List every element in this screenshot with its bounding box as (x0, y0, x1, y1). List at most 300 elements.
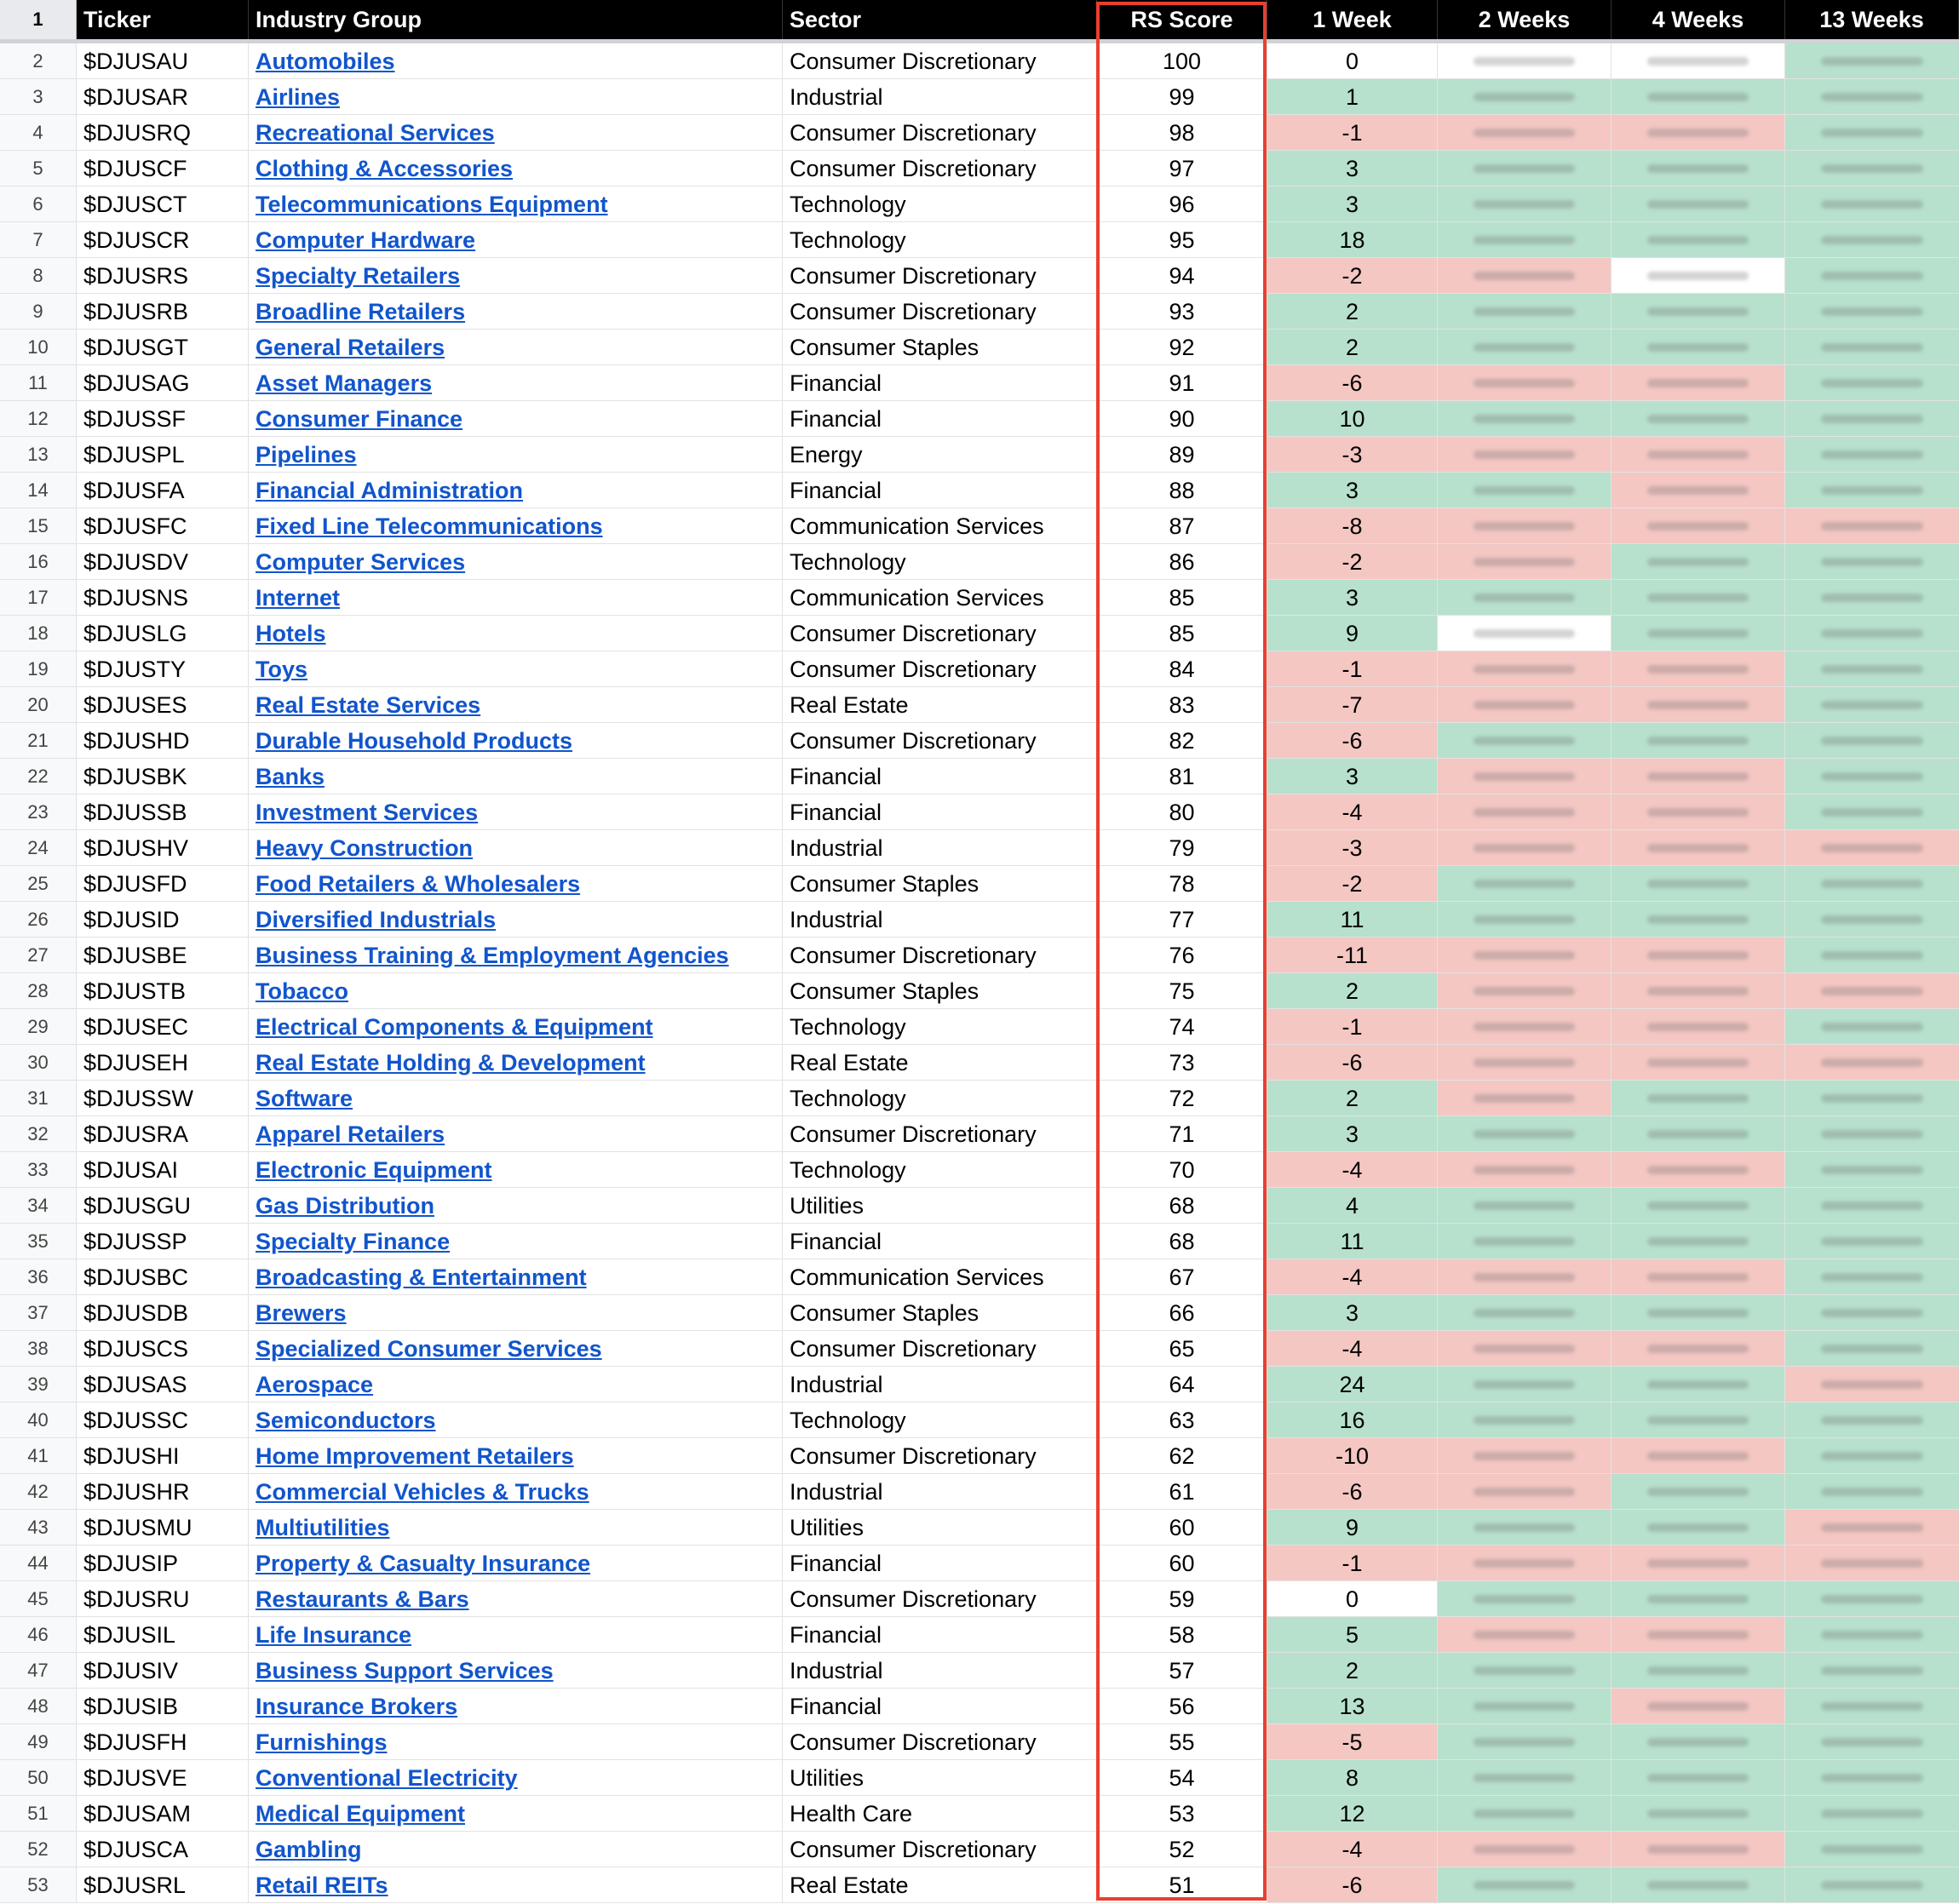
industry-group-cell[interactable] (249, 151, 783, 186)
ticker-cell[interactable]: $DJUSHI (77, 1438, 249, 1474)
row-number[interactable]: 46 (0, 1617, 77, 1653)
rs-score-cell[interactable]: 80 (1097, 794, 1267, 830)
ticker-cell[interactable]: $DJUSEH (77, 1045, 249, 1081)
industry-group-cell[interactable] (249, 794, 783, 830)
week1-change-cell[interactable]: 2 (1267, 1653, 1438, 1689)
ticker-cell[interactable]: $DJUSHR (77, 1474, 249, 1510)
sector-cell[interactable]: Consumer Discretionary (783, 1116, 1097, 1152)
week13-change-cell[interactable] (1785, 1653, 1959, 1689)
week4-change-cell[interactable] (1611, 1259, 1785, 1295)
rs-score-cell[interactable]: 53 (1097, 1796, 1267, 1832)
week2-change-cell[interactable] (1438, 759, 1611, 794)
ticker-cell[interactable]: $DJUSIB (77, 1689, 249, 1724)
ticker-cell[interactable]: $DJUSIL (77, 1617, 249, 1653)
week4-change-cell[interactable] (1611, 902, 1785, 938)
week2-change-cell[interactable] (1438, 1367, 1611, 1402)
row-number[interactable]: 40 (0, 1402, 77, 1438)
week4-change-cell[interactable] (1611, 330, 1785, 365)
sector-cell[interactable]: Financial (783, 365, 1097, 401)
rs-score-cell[interactable]: 79 (1097, 830, 1267, 866)
ticker-cell[interactable]: $DJUSGT (77, 330, 249, 365)
industry-group-link[interactable]: Pipelines (256, 442, 357, 467)
week4-change-cell[interactable] (1611, 258, 1785, 294)
ticker-cell[interactable]: $DJUSIP (77, 1546, 249, 1581)
week4-change-cell[interactable] (1611, 616, 1785, 651)
week4-change-cell[interactable] (1611, 1653, 1785, 1689)
rs-score-cell[interactable]: 60 (1097, 1546, 1267, 1581)
week4-change-cell[interactable] (1611, 1224, 1785, 1259)
ticker-cell[interactable]: $DJUSTY (77, 651, 249, 687)
week1-change-cell[interactable]: 3 (1267, 580, 1438, 616)
row-number[interactable]: 5 (0, 151, 77, 186)
ticker-cell[interactable]: $DJUSRQ (77, 115, 249, 151)
rs-score-cell[interactable]: 72 (1097, 1081, 1267, 1116)
week2-change-cell[interactable] (1438, 294, 1611, 330)
week13-change-cell[interactable] (1785, 1832, 1959, 1867)
week2-change-cell[interactable] (1438, 938, 1611, 973)
industry-group-link[interactable]: Software (256, 1086, 353, 1111)
industry-group-cell[interactable] (249, 1581, 783, 1617)
week13-change-cell[interactable] (1785, 1724, 1959, 1760)
ticker-cell[interactable]: $DJUSHD (77, 723, 249, 759)
week2-change-cell[interactable] (1438, 866, 1611, 902)
sector-cell[interactable]: Consumer Staples (783, 1295, 1097, 1331)
week1-change-cell[interactable]: -4 (1267, 794, 1438, 830)
week2-change-cell[interactable] (1438, 830, 1611, 866)
rs-score-cell[interactable]: 58 (1097, 1617, 1267, 1653)
industry-group-link[interactable]: Tobacco (256, 978, 349, 1004)
week13-change-cell[interactable] (1785, 1009, 1959, 1045)
industry-group-cell[interactable] (249, 1295, 783, 1331)
week2-change-cell[interactable] (1438, 1689, 1611, 1724)
industry-group-header[interactable]: Industry Group (249, 0, 783, 39)
rs-score-cell[interactable]: 85 (1097, 580, 1267, 616)
row-number[interactable]: 16 (0, 544, 77, 580)
week13-change-cell[interactable] (1785, 1510, 1959, 1546)
row-number[interactable]: 7 (0, 222, 77, 258)
industry-group-link[interactable]: Durable Household Products (256, 728, 573, 754)
week1-change-cell[interactable]: 2 (1267, 1081, 1438, 1116)
week4-change-cell[interactable] (1611, 544, 1785, 580)
week4-change-cell[interactable] (1611, 1474, 1785, 1510)
week13-change-cell[interactable] (1785, 1259, 1959, 1295)
ticker-cell[interactable]: $DJUSRS (77, 258, 249, 294)
ticker-cell[interactable]: $DJUSMU (77, 1510, 249, 1546)
sector-cell[interactable]: Consumer Staples (783, 973, 1097, 1009)
week2-change-cell[interactable] (1438, 330, 1611, 365)
week4-change-cell[interactable] (1611, 1724, 1785, 1760)
week13-change-cell[interactable] (1785, 222, 1959, 258)
week2-header[interactable]: 2 Weeks (1438, 0, 1611, 39)
week2-change-cell[interactable] (1438, 365, 1611, 401)
ticker-cell[interactable]: $DJUSRU (77, 1581, 249, 1617)
industry-group-link[interactable]: Computer Services (256, 549, 466, 575)
sector-cell[interactable]: Financial (783, 1689, 1097, 1724)
week2-change-cell[interactable] (1438, 1617, 1611, 1653)
industry-group-cell[interactable] (249, 437, 783, 473)
rs-score-cell[interactable]: 93 (1097, 294, 1267, 330)
row-number[interactable]: 39 (0, 1367, 77, 1402)
week13-change-cell[interactable] (1785, 151, 1959, 186)
rs-score-cell[interactable]: 52 (1097, 1832, 1267, 1867)
week4-header[interactable]: 4 Weeks (1611, 0, 1785, 39)
week13-change-cell[interactable] (1785, 1867, 1959, 1903)
industry-group-link[interactable]: Financial Administration (256, 478, 524, 503)
rs-score-cell[interactable]: 78 (1097, 866, 1267, 902)
sector-cell[interactable]: Consumer Discretionary (783, 651, 1097, 687)
week13-change-cell[interactable] (1785, 1224, 1959, 1259)
industry-group-cell[interactable] (249, 1438, 783, 1474)
row-number[interactable]: 52 (0, 1832, 77, 1867)
industry-group-cell[interactable] (249, 1188, 783, 1224)
ticker-cell[interactable]: $DJUSBC (77, 1259, 249, 1295)
industry-group-link[interactable]: General Retailers (256, 335, 445, 360)
ticker-cell[interactable]: $DJUSSW (77, 1081, 249, 1116)
row-number[interactable]: 8 (0, 258, 77, 294)
ticker-cell[interactable]: $DJUSLG (77, 616, 249, 651)
rs-score-cell[interactable]: 64 (1097, 1367, 1267, 1402)
week13-change-cell[interactable] (1785, 258, 1959, 294)
row-number[interactable]: 13 (0, 437, 77, 473)
sector-cell[interactable]: Communication Services (783, 508, 1097, 544)
week1-change-cell[interactable]: 10 (1267, 401, 1438, 437)
industry-group-link[interactable]: Telecommunications Equipment (256, 192, 608, 217)
week13-change-cell[interactable] (1785, 1081, 1959, 1116)
week2-change-cell[interactable] (1438, 1331, 1611, 1367)
industry-group-link[interactable]: Gambling (256, 1837, 362, 1862)
ticker-cell[interactable]: $DJUSRL (77, 1867, 249, 1903)
week4-change-cell[interactable] (1611, 1295, 1785, 1331)
week1-change-cell[interactable]: 0 (1267, 1581, 1438, 1617)
week4-change-cell[interactable] (1611, 115, 1785, 151)
row-number[interactable]: 42 (0, 1474, 77, 1510)
ticker-cell[interactable]: $DJUSAU (77, 43, 249, 79)
industry-group-link[interactable]: Heavy Construction (256, 835, 474, 861)
ticker-cell[interactable]: $DJUSDV (77, 544, 249, 580)
industry-group-cell[interactable] (249, 651, 783, 687)
week1-change-cell[interactable]: -8 (1267, 508, 1438, 544)
rs-score-cell[interactable]: 83 (1097, 687, 1267, 723)
week1-change-cell[interactable]: -7 (1267, 687, 1438, 723)
sector-cell[interactable]: Consumer Staples (783, 330, 1097, 365)
week2-change-cell[interactable] (1438, 794, 1611, 830)
rs-score-cell[interactable]: 73 (1097, 1045, 1267, 1081)
ticker-cell[interactable]: $DJUSCR (77, 222, 249, 258)
week1-header[interactable]: 1 Week (1267, 0, 1438, 39)
week4-change-cell[interactable] (1611, 1760, 1785, 1796)
industry-group-link[interactable]: Computer Hardware (256, 227, 476, 253)
industry-group-cell[interactable] (249, 1796, 783, 1832)
industry-group-link[interactable]: Banks (256, 764, 325, 789)
week13-change-cell[interactable] (1785, 508, 1959, 544)
week4-change-cell[interactable] (1611, 866, 1785, 902)
industry-group-cell[interactable] (249, 759, 783, 794)
row-number[interactable]: 49 (0, 1724, 77, 1760)
week1-change-cell[interactable]: 2 (1267, 330, 1438, 365)
row-number-header[interactable]: 1 (0, 0, 77, 39)
ticker-cell[interactable]: $DJUSSB (77, 794, 249, 830)
week13-change-cell[interactable] (1785, 902, 1959, 938)
row-number[interactable]: 27 (0, 938, 77, 973)
week2-change-cell[interactable] (1438, 1867, 1611, 1903)
week4-change-cell[interactable] (1611, 1116, 1785, 1152)
row-number[interactable]: 53 (0, 1867, 77, 1903)
week2-change-cell[interactable] (1438, 723, 1611, 759)
week1-change-cell[interactable]: -4 (1267, 1331, 1438, 1367)
week13-change-cell[interactable] (1785, 401, 1959, 437)
sector-cell[interactable]: Technology (783, 1402, 1097, 1438)
week1-change-cell[interactable]: 16 (1267, 1402, 1438, 1438)
week1-change-cell[interactable]: 11 (1267, 1224, 1438, 1259)
industry-group-cell[interactable] (249, 866, 783, 902)
ticker-header[interactable]: Ticker (77, 0, 249, 39)
week1-change-cell[interactable]: -5 (1267, 1724, 1438, 1760)
row-number[interactable]: 18 (0, 616, 77, 651)
week1-change-cell[interactable]: -1 (1267, 651, 1438, 687)
sector-cell[interactable]: Technology (783, 1152, 1097, 1188)
week1-change-cell[interactable]: 9 (1267, 1510, 1438, 1546)
ticker-cell[interactable]: $DJUSVE (77, 1760, 249, 1796)
week13-header[interactable]: 13 Weeks (1785, 0, 1959, 39)
industry-group-link[interactable]: Semiconductors (256, 1408, 436, 1433)
week4-change-cell[interactable] (1611, 1581, 1785, 1617)
row-number[interactable]: 36 (0, 1259, 77, 1295)
week4-change-cell[interactable] (1611, 186, 1785, 222)
week1-change-cell[interactable]: -1 (1267, 1546, 1438, 1581)
rs-score-cell[interactable]: 84 (1097, 651, 1267, 687)
industry-group-cell[interactable] (249, 1689, 783, 1724)
rs-score-cell[interactable]: 51 (1097, 1867, 1267, 1903)
week13-change-cell[interactable] (1785, 186, 1959, 222)
sector-cell[interactable]: Utilities (783, 1188, 1097, 1224)
week2-change-cell[interactable] (1438, 1760, 1611, 1796)
ticker-cell[interactable]: $DJUSAI (77, 1152, 249, 1188)
week4-change-cell[interactable] (1611, 1188, 1785, 1224)
industry-group-cell[interactable] (249, 1510, 783, 1546)
sector-cell[interactable]: Consumer Discretionary (783, 151, 1097, 186)
industry-group-cell[interactable] (249, 1474, 783, 1510)
sector-cell[interactable]: Communication Services (783, 580, 1097, 616)
week13-change-cell[interactable] (1785, 1689, 1959, 1724)
week13-change-cell[interactable] (1785, 651, 1959, 687)
ticker-cell[interactable]: $DJUSDB (77, 1295, 249, 1331)
week2-change-cell[interactable] (1438, 43, 1611, 79)
row-number[interactable]: 17 (0, 580, 77, 616)
rs-score-cell[interactable]: 57 (1097, 1653, 1267, 1689)
rs-score-cell[interactable]: 68 (1097, 1224, 1267, 1259)
week2-change-cell[interactable] (1438, 687, 1611, 723)
industry-group-link[interactable]: Electronic Equipment (256, 1157, 492, 1183)
week13-change-cell[interactable] (1785, 1617, 1959, 1653)
rs-score-cell[interactable]: 97 (1097, 151, 1267, 186)
industry-group-cell[interactable] (249, 723, 783, 759)
week13-change-cell[interactable] (1785, 580, 1959, 616)
week1-change-cell[interactable]: 11 (1267, 902, 1438, 938)
week4-change-cell[interactable] (1611, 1867, 1785, 1903)
row-number[interactable]: 31 (0, 1081, 77, 1116)
row-number[interactable]: 35 (0, 1224, 77, 1259)
sector-cell[interactable]: Technology (783, 222, 1097, 258)
week13-change-cell[interactable] (1785, 1152, 1959, 1188)
row-number[interactable]: 25 (0, 866, 77, 902)
week2-change-cell[interactable] (1438, 1796, 1611, 1832)
week4-change-cell[interactable] (1611, 1152, 1785, 1188)
row-number[interactable]: 43 (0, 1510, 77, 1546)
week2-change-cell[interactable] (1438, 401, 1611, 437)
industry-group-cell[interactable] (249, 616, 783, 651)
sector-header[interactable]: Sector (783, 0, 1097, 39)
rs-score-cell[interactable]: 95 (1097, 222, 1267, 258)
industry-group-cell[interactable] (249, 1259, 783, 1295)
week2-change-cell[interactable] (1438, 1009, 1611, 1045)
industry-group-link[interactable]: Specialty Finance (256, 1229, 451, 1254)
industry-group-cell[interactable] (249, 1546, 783, 1581)
week13-change-cell[interactable] (1785, 473, 1959, 508)
week4-change-cell[interactable] (1611, 973, 1785, 1009)
industry-group-cell[interactable] (249, 544, 783, 580)
week4-change-cell[interactable] (1611, 580, 1785, 616)
sector-cell[interactable]: Consumer Discretionary (783, 1724, 1097, 1760)
sector-cell[interactable]: Communication Services (783, 1259, 1097, 1295)
industry-group-cell[interactable] (249, 365, 783, 401)
row-number[interactable]: 2 (0, 43, 77, 79)
row-number[interactable]: 51 (0, 1796, 77, 1832)
week4-change-cell[interactable] (1611, 1546, 1785, 1581)
industry-group-link[interactable]: Aerospace (256, 1372, 374, 1397)
week1-change-cell[interactable]: 24 (1267, 1367, 1438, 1402)
industry-group-link[interactable]: Specialty Retailers (256, 263, 461, 289)
week4-change-cell[interactable] (1611, 43, 1785, 79)
rs-score-cell[interactable]: 67 (1097, 1259, 1267, 1295)
ticker-cell[interactable]: $DJUSCF (77, 151, 249, 186)
week2-change-cell[interactable] (1438, 437, 1611, 473)
week2-change-cell[interactable] (1438, 1581, 1611, 1617)
industry-group-link[interactable]: Real Estate Services (256, 692, 481, 718)
sector-cell[interactable]: Consumer Staples (783, 866, 1097, 902)
week1-change-cell[interactable]: -6 (1267, 1474, 1438, 1510)
rs-score-cell[interactable]: 77 (1097, 902, 1267, 938)
industry-group-link[interactable]: Medical Equipment (256, 1801, 466, 1827)
sector-cell[interactable]: Industrial (783, 1367, 1097, 1402)
week2-change-cell[interactable] (1438, 1224, 1611, 1259)
week13-change-cell[interactable] (1785, 1295, 1959, 1331)
week1-change-cell[interactable]: 3 (1267, 186, 1438, 222)
sector-cell[interactable]: Financial (783, 1617, 1097, 1653)
week4-change-cell[interactable] (1611, 1617, 1785, 1653)
sector-cell[interactable]: Utilities (783, 1510, 1097, 1546)
week1-change-cell[interactable]: 9 (1267, 616, 1438, 651)
row-number[interactable]: 34 (0, 1188, 77, 1224)
sector-cell[interactable]: Financial (783, 759, 1097, 794)
week2-change-cell[interactable] (1438, 1045, 1611, 1081)
rs-score-cell[interactable]: 56 (1097, 1689, 1267, 1724)
rs-score-cell[interactable]: 87 (1097, 508, 1267, 544)
row-number[interactable]: 44 (0, 1546, 77, 1581)
industry-group-link[interactable]: Furnishings (256, 1729, 388, 1755)
week4-change-cell[interactable] (1611, 1045, 1785, 1081)
week1-change-cell[interactable]: 5 (1267, 1617, 1438, 1653)
week1-change-cell[interactable]: 3 (1267, 473, 1438, 508)
industry-group-cell[interactable] (249, 508, 783, 544)
week4-change-cell[interactable] (1611, 294, 1785, 330)
week1-change-cell[interactable]: -6 (1267, 1045, 1438, 1081)
week1-change-cell[interactable]: 18 (1267, 222, 1438, 258)
row-number[interactable]: 47 (0, 1653, 77, 1689)
row-number[interactable]: 48 (0, 1689, 77, 1724)
industry-group-link[interactable]: Retail REITs (256, 1872, 388, 1898)
week4-change-cell[interactable] (1611, 401, 1785, 437)
week1-change-cell[interactable]: -4 (1267, 1832, 1438, 1867)
ticker-cell[interactable]: $DJUSPL (77, 437, 249, 473)
week13-change-cell[interactable] (1785, 115, 1959, 151)
ticker-cell[interactable]: $DJUSBE (77, 938, 249, 973)
row-number[interactable]: 28 (0, 973, 77, 1009)
week1-change-cell[interactable]: -4 (1267, 1152, 1438, 1188)
week2-change-cell[interactable] (1438, 186, 1611, 222)
ticker-cell[interactable]: $DJUSFD (77, 866, 249, 902)
week13-change-cell[interactable] (1785, 43, 1959, 79)
row-number[interactable]: 19 (0, 651, 77, 687)
week4-change-cell[interactable] (1611, 508, 1785, 544)
rs-score-cell[interactable]: 59 (1097, 1581, 1267, 1617)
industry-group-link[interactable]: Investment Services (256, 800, 479, 825)
week1-change-cell[interactable]: 3 (1267, 1295, 1438, 1331)
week4-change-cell[interactable] (1611, 1009, 1785, 1045)
week2-change-cell[interactable] (1438, 1546, 1611, 1581)
row-number[interactable]: 30 (0, 1045, 77, 1081)
week13-change-cell[interactable] (1785, 973, 1959, 1009)
row-number[interactable]: 32 (0, 1116, 77, 1152)
sector-cell[interactable]: Financial (783, 1224, 1097, 1259)
sector-cell[interactable]: Industrial (783, 79, 1097, 115)
week2-change-cell[interactable] (1438, 1081, 1611, 1116)
row-number[interactable]: 26 (0, 902, 77, 938)
sector-cell[interactable]: Industrial (783, 902, 1097, 938)
week13-change-cell[interactable] (1785, 79, 1959, 115)
week4-change-cell[interactable] (1611, 830, 1785, 866)
sector-cell[interactable]: Real Estate (783, 1045, 1097, 1081)
industry-group-link[interactable]: Electrical Components & Equipment (256, 1014, 653, 1040)
industry-group-link[interactable]: Conventional Electricity (256, 1765, 518, 1791)
industry-group-link[interactable]: Restaurants & Bars (256, 1586, 469, 1612)
week4-change-cell[interactable] (1611, 687, 1785, 723)
rs-score-cell[interactable]: 55 (1097, 1724, 1267, 1760)
industry-group-link[interactable]: Gas Distribution (256, 1193, 435, 1219)
row-number[interactable]: 6 (0, 186, 77, 222)
industry-group-cell[interactable] (249, 43, 783, 79)
week1-change-cell[interactable]: -2 (1267, 866, 1438, 902)
industry-group-link[interactable]: Commercial Vehicles & Trucks (256, 1479, 589, 1505)
rs-score-cell[interactable]: 85 (1097, 616, 1267, 651)
industry-group-cell[interactable] (249, 1009, 783, 1045)
week2-change-cell[interactable] (1438, 1116, 1611, 1152)
week13-change-cell[interactable] (1785, 759, 1959, 794)
week13-change-cell[interactable] (1785, 866, 1959, 902)
week13-change-cell[interactable] (1785, 794, 1959, 830)
industry-group-link[interactable]: Asset Managers (256, 370, 433, 396)
ticker-cell[interactable]: $DJUSCA (77, 1832, 249, 1867)
rs-score-cell[interactable]: 60 (1097, 1510, 1267, 1546)
industry-group-link[interactable]: Consumer Finance (256, 406, 463, 432)
industry-group-cell[interactable] (249, 330, 783, 365)
industry-group-link[interactable]: Apparel Retailers (256, 1121, 445, 1147)
rs-score-cell[interactable]: 65 (1097, 1331, 1267, 1367)
week13-change-cell[interactable] (1785, 1331, 1959, 1367)
week2-change-cell[interactable] (1438, 1724, 1611, 1760)
rs-score-cell[interactable]: 82 (1097, 723, 1267, 759)
industry-group-link[interactable]: Multiutilities (256, 1515, 390, 1540)
industry-group-cell[interactable] (249, 1081, 783, 1116)
